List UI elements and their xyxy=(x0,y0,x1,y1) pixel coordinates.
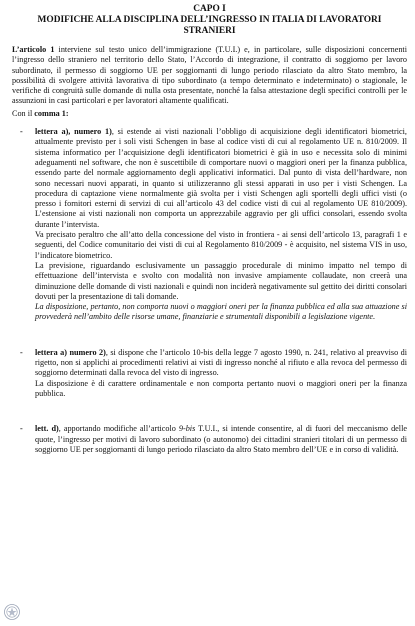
item3-text-pre: , apportando modifiche all’articolo xyxy=(58,424,179,434)
document-page xyxy=(12,4,407,455)
list-item-lettera-a-2 xyxy=(12,348,407,399)
item1-paragraph-3: La previsione, riguardando esclusivamente un passaggio procedurale di minimo impatto nel tempo di effettuazione dell’intervista e svolto con modalità non invasive ampiamente collaudate, non creerà una diminuzione delle domande di visti nazionali e quindi non inciderà negativamente sul gettito dei diritti consolari dovuti per la presentazione di tali domande. xyxy=(35,260,407,301)
emblem-icon xyxy=(3,603,21,621)
comma-pre: Con il xyxy=(12,108,35,118)
list-item-lettera-d xyxy=(12,424,407,455)
item3-text-post: T.U.I., si intende consentire, al di fuori del meccanismo delle quote, l’ingresso per motivi di lavoro subordinato (o autonomo) dei cittadini stranieri titolari di un permesso di soggiorno UE per soggiornanti di lungo periodo rilasciato da altro Stato membro dell’UE e in corso di validità. xyxy=(35,424,407,454)
intro-paragraph xyxy=(12,45,407,107)
bullet-dash: - xyxy=(20,424,23,434)
item1-paragraph-1 xyxy=(35,127,407,230)
list-item-lettera-a-1 xyxy=(12,127,407,323)
bullet-dash: - xyxy=(20,347,23,357)
item3-ref: lett. d) xyxy=(35,424,59,434)
item2-paragraph-2: La disposizione è di carattere ordinamentale e non comporta pertanto nuovi o maggiori oneri per la finanza pubblica. xyxy=(35,378,407,398)
intro-article-ref: L’articolo 1 xyxy=(12,45,55,54)
item3-italic-ref: 9-bis xyxy=(178,424,196,434)
comma-line xyxy=(12,109,407,119)
item3-paragraph-1 xyxy=(35,424,407,455)
item1-paragraph-4 xyxy=(35,302,407,323)
item1-italic-conclusion: La disposizione, pertanto, non comporta nuovi o maggiori oneri per la finanza pubblica ed alla sua attuazione si provvederà nell’ambito delle risorse umane, finanziarie e strumentali disponibili a legislazione vigente. xyxy=(35,302,407,322)
comma-colon: : xyxy=(65,108,69,118)
item1-paragraph-2: Va precisato peraltro che all’atto della concessione del visto in frontiera - ai sensi dell’articolo 13, paragrafi 1 e seguenti, del Codice comunitario dei visti di cui al Regolamento 810/2009 - è acquisito, nel sistema VIS in uso, l’indicatore biometrico. xyxy=(35,230,407,260)
chapter-heading: CAPO I xyxy=(193,4,226,14)
chapter-title: MODIFICHE ALLA DISCIPLINA DELL’INGRESSO IN ITALIA DI LAVORATORI STRANIERI xyxy=(37,15,382,36)
item2-text-1: , si dispone che l’articolo 10-bis della legge 7 agosto 1990, n. 241, relativo al preavviso di rigetto, non si applichi ai procedimenti relativi ai visti di ingresso nonché al rifiuto e alla revoca del permesso di soggiorno determinati dalla revoca del visto di ingresso. xyxy=(35,347,407,378)
intro-text: interviene sul testo unico dell’immigrazione (T.U.I.) e, in particolare, sulle disposizioni concernenti l’ingresso dello straniero nel territorio dello Stato, l’Accordo di integrazione, il contratto di soggiorno per lavoro subordinato, il permesso di soggiorno UE per soggiornanti di lungo periodo rilasciato da altro Stato membro, la possibilità di svolgere attività lavorativa di tipo subordinato (a tempo determinato e indeterminato) o stagionale, le verifiche di congruità sulle domande di nulla osta presentate, nonché la falsa attestazione degli specifici controlli per le assunzioni in casi particolari e per lavoratori altamente qualificati. xyxy=(12,45,407,106)
item2-paragraph-1 xyxy=(35,348,407,379)
item1-ref: lettera a), numero 1) xyxy=(35,127,112,137)
item1-text-1: , si estende ai visti nazionali l’obbligo di acquisizione degli identificatori biometrici, attualmente previsto per i soli visti Schengen in base al codice visti di cui al regolamento UE n. 810/2009. Il sistema informatico per l’acquisizione degli identificatori biometrici è già in uso e necessita solo di minimi adeguamenti nel software, che non è suscettibile di comportare nuovi o maggiori oneri per la finanza pubblica, essendo parte del normale aggiornamento degli applicativi informatici. Dal punto di vista dell’hardware, non sono necessari nuovi apparati, in quanto si utilizzeranno gli stessi apparati in uso per i visti Schengen. La procedura di captazione viene normalmente già svolta per i visti Schengen agli sportelli degli uffici visti (o presso i fornitori esterni di servizi di cui all’articolo 43 del codice visti di cui al regolamento UE 810/2009). L’estensione ai visti nazionali non comporta un apprezzabile aggravio per gli uffici consolari, essendo svolta durante l’intervista. xyxy=(35,127,407,229)
bullet-dash: - xyxy=(20,127,23,137)
comma-ref: comma 1 xyxy=(34,108,66,118)
item2-ref: lettera a) numero 2) xyxy=(35,347,106,357)
